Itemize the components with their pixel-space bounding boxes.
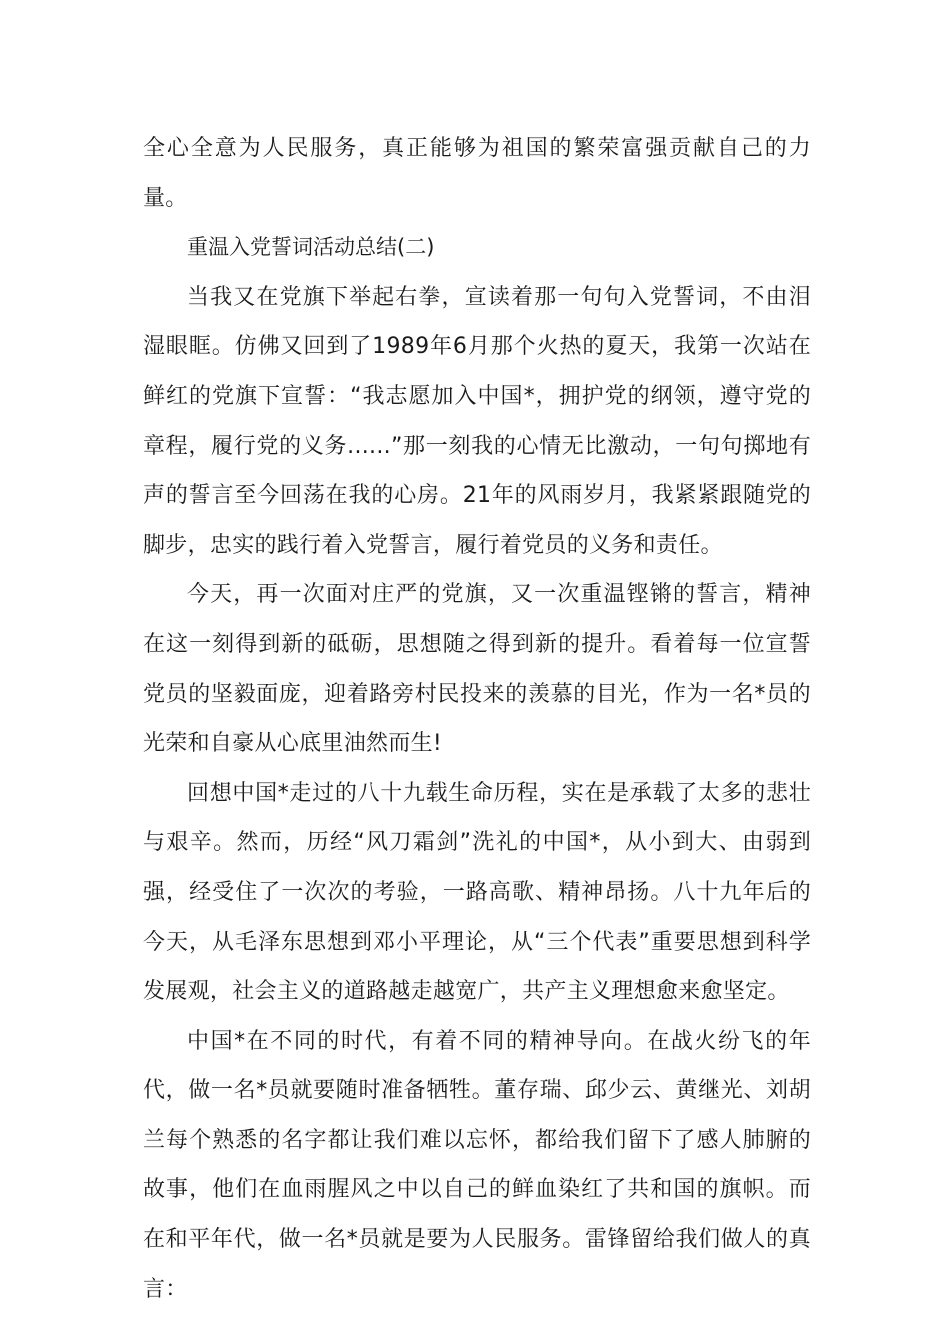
paragraph-continuation: 全心全意为人民服务，真正能够为祖国的繁荣富强贡献自己的力量。 (143, 136, 811, 211)
document-page (143, 124, 811, 1314)
paragraph-oath-memory: 当我又在党旗下举起右拳，宣读着那一句句入党誓词，不由泪湿眼眶。仿佛又回到了1989年6月那个火热的夏天，我第一次站在鲜红的党旗下宣誓：“我志愿加入中国*，拥护党的纲领，遵守党的章程，履行党的义务......”那一刻我的心情无比激动，一句句掷地有声的誓言至今回荡在我的心房。21年的风雨岁月，我紧紧跟随党的脚步，忠实的践行着入党誓言，履行着党员的义务和责任。 (143, 284, 811, 558)
paragraph-history: 回想中国*走过的八十九载生命历程，实在是承载了太多的悲壮与艰辛。然而，历经“风刀霜剑”洗礼的中国*，从小到大、由弱到强，经受住了一次次的考验，一路高歌、精神昂扬。八十九年后的今天，从毛泽东思想到邓小平理论，从“三个代表”重要思想到科学发展观，社会主义的道路越走越宽广，共产主义理想愈来愈坚定。 (143, 780, 811, 1005)
paragraph-eras: 中国*在不同的时代，有着不同的精神导向。在战火纷飞的年代，做一名*员就要随时准备牺牲。董存瑞、邱少云、黄继光、刘胡兰每个熟悉的名字都让我们难以忘怀，都给我们留下了感人肺腑的故事，他们在血雨腥风之中以自己的鲜血染红了共和国的旗帜。而在和平年代，做一名*员就是要为人民服务。雷锋留给我们做人的真言： (143, 1028, 811, 1302)
paragraph-today: 今天，再一次面对庄严的党旗，又一次重温铿锵的誓言，精神在这一刻得到新的砥砺，思想随之得到新的提升。看着每一位宣誓党员的坚毅面庞，迎着路旁村民投来的羡慕的目光，作为一名*员的光荣和自豪从心底里油然而生! (143, 582, 811, 757)
section-heading: 重温入党誓词活动总结(二) (187, 235, 435, 260)
